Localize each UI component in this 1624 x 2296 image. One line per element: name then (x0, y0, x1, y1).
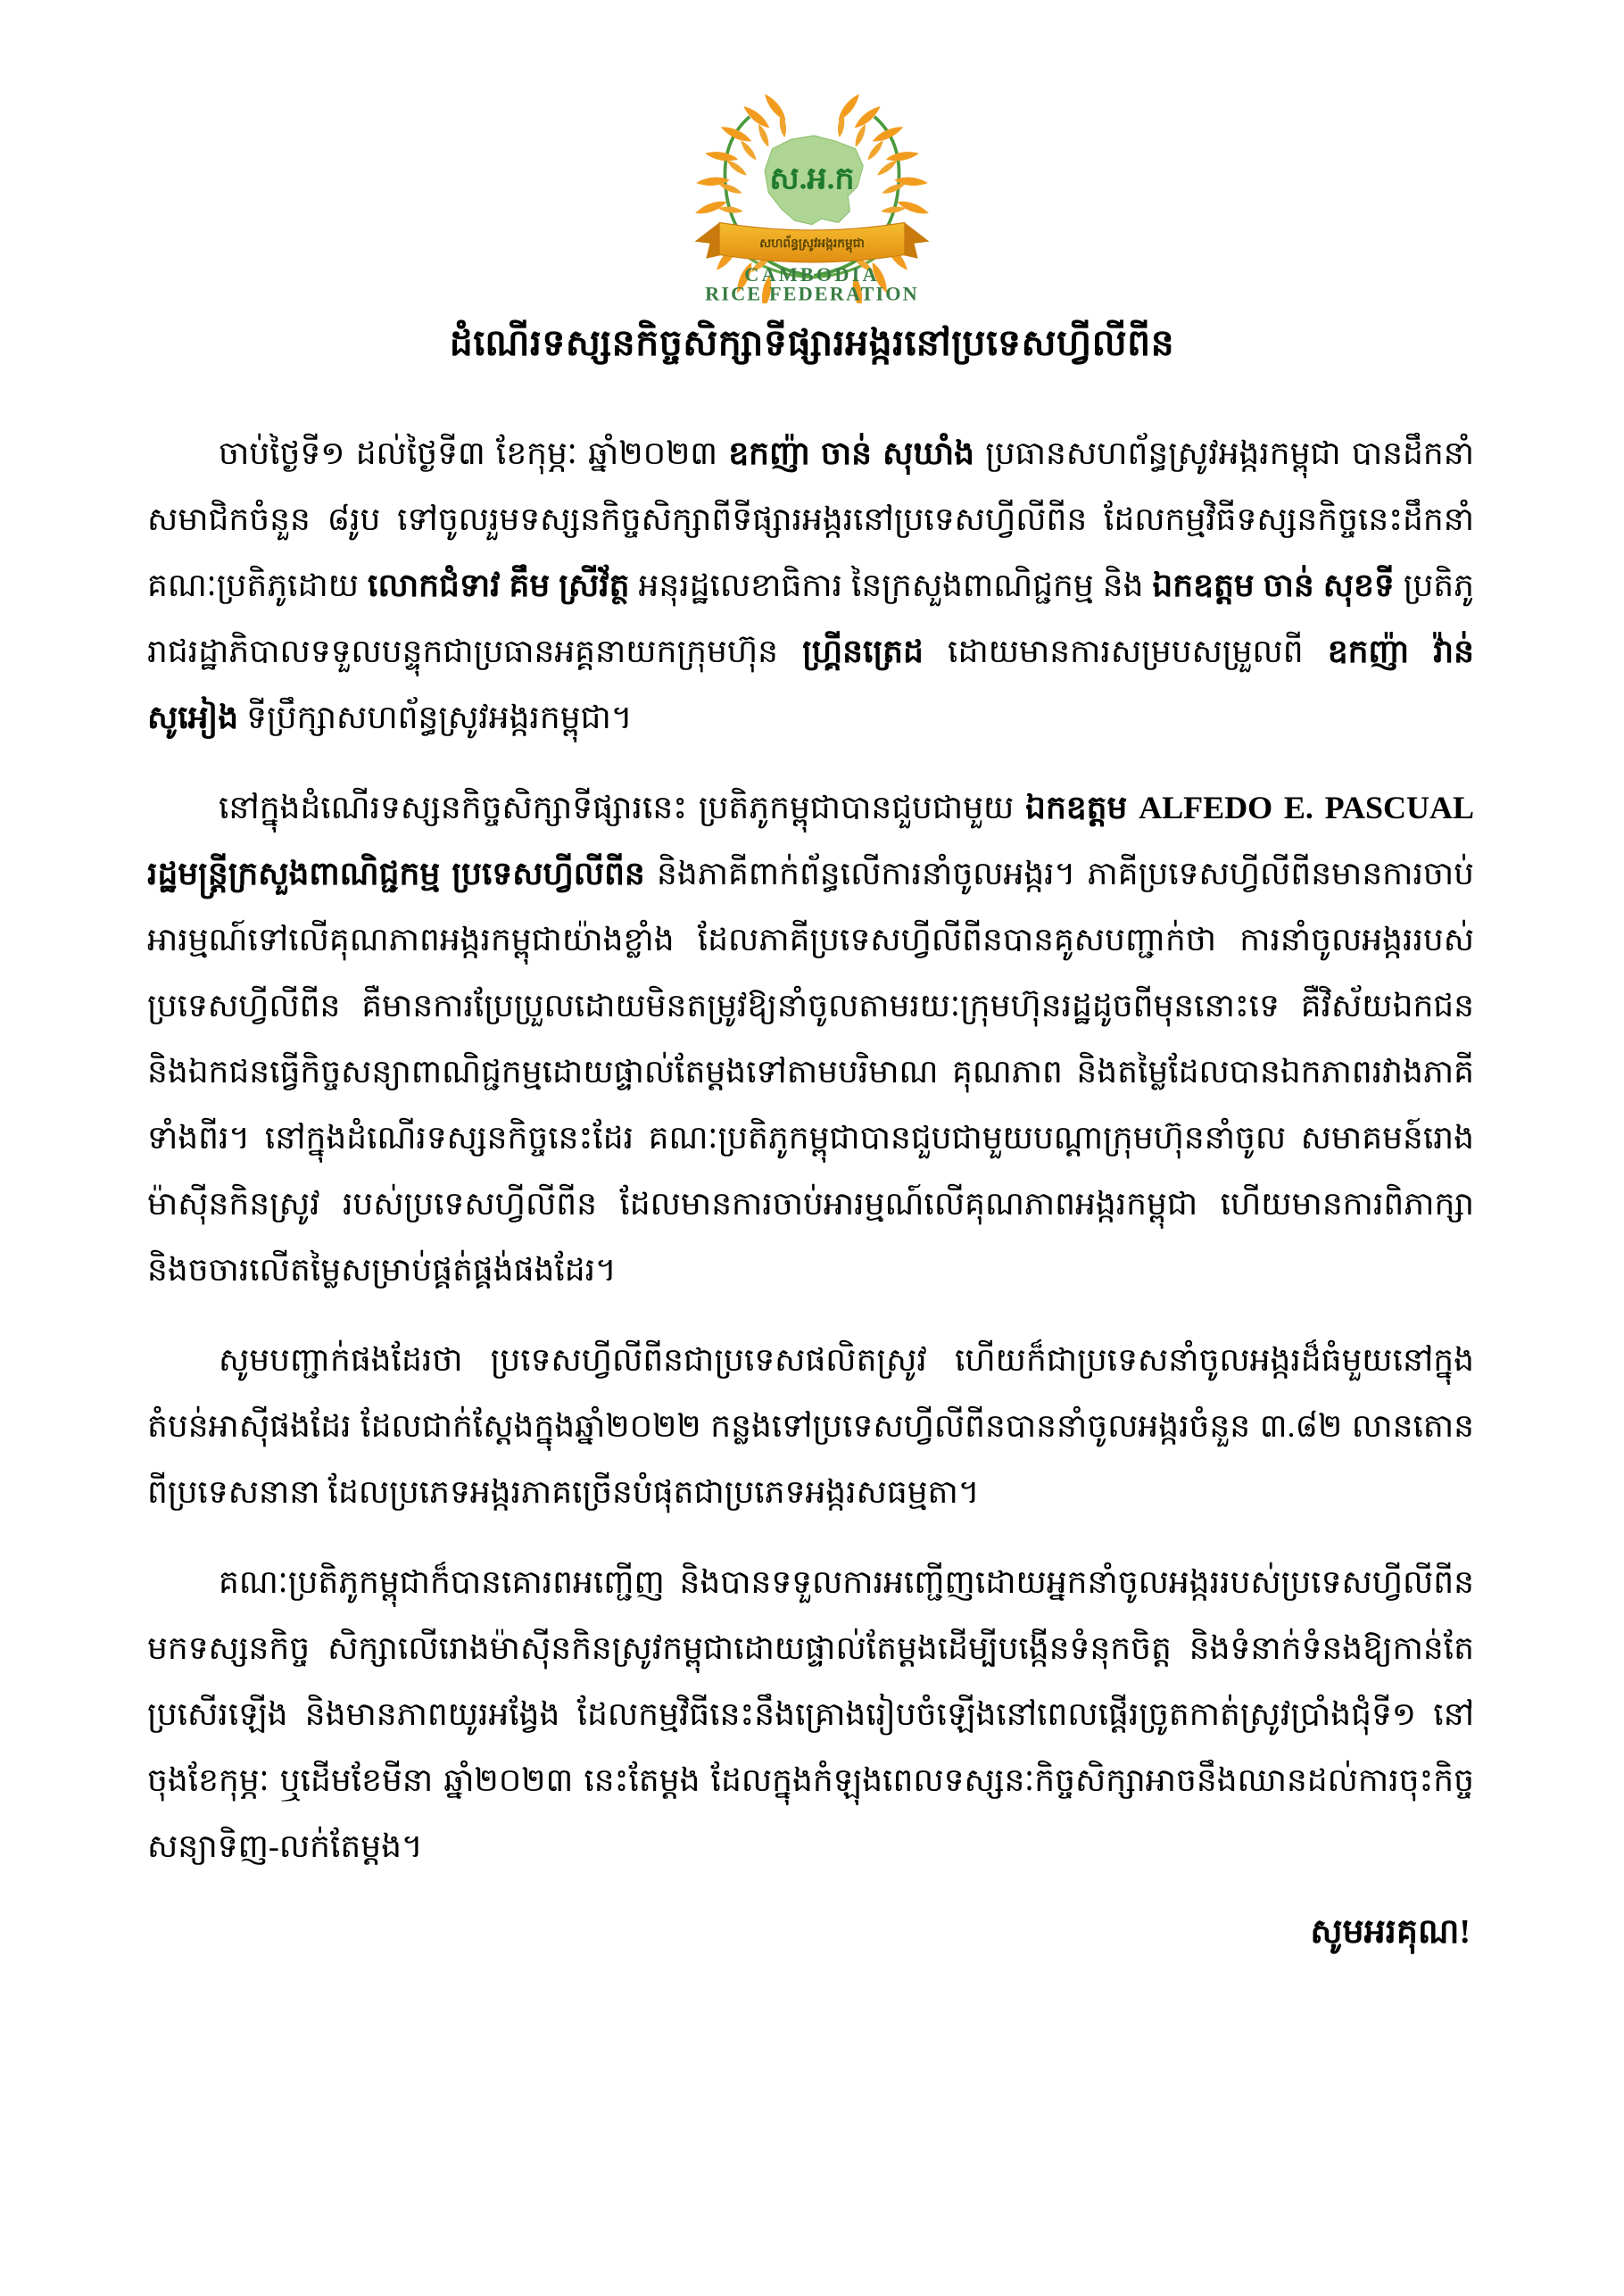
paragraph (147, 1549, 1474, 1879)
ribbon-banner (695, 222, 930, 262)
text-run: ដោយមានការសម្របសម្រួលពី (923, 634, 1328, 669)
text-run: អនុរដ្ឋលេខាធិការ នៃក្រសួងពាណិជ្ជកម្ម និង (629, 568, 1153, 603)
ribbon-khmer-text: សហព័ន្ធស្រូវអង្ករកម្ពុជា (759, 236, 865, 251)
logo (0, 0, 1624, 308)
paragraph (147, 775, 1474, 1303)
text-run: ចាប់ថ្ងៃទី១ ដល់ថ្ងៃទី៣ ខែកុម្ភៈ ឆ្នាំ២០២៣ (219, 435, 729, 471)
text-run: គណៈប្រតិភូកម្ពុជាក៏បានគោរពអញ្ជើញ និងបានទទួលការអញ្ជើញដោយអ្នកនាំចូលអង្កររបស់ប្រទេសហ្វីលីពីន មកទស្សនកិច្ច សិក្សាលើរោងម៉ាស៊ីនកិនស្រូវកម្ពុជាដោយផ្ទាល់តែម្តងដើម្បីបង្កើនទំនុកចិត្ត និងទំនាក់ទំនងឱ្យកាន់តែប្រសើរឡើង និងមានភាពយូរអង្វែង ដែលកម្មវិធីនេះនឹងគ្រោងរៀបចំឡើងនៅពេលផ្តើរច្រូតកាត់ស្រូវប្រាំងជុំទី១ នៅចុងខែកុម្ភៈ ឬដើមខែមីនា ឆ្នាំ២០២៣ នេះតែម្តង ដែលក្នុងកំឡុងពេលទស្សនៈកិច្ចសិក្សាអាចនឹងឈានដល់ការចុះកិច្ចសន្យាទិញ-លក់តែម្តង។ (147, 1564, 1474, 1864)
text-run: ប្រធានសហព័ន្ធស្រូវអង្ករកម្ពុជា បានដឹកនាំសមាជិកចំនួន ៨រូប ទៅចូលរួមទស្សនកិច្ចសិក្សាពីទីផ្សារអង្ករនៅប្រទេសហ្វីលីពីន ដែលកម្មវិធីទស្សនកិច្ចនេះដឹកនាំគណៈប្រតិភូដោយ (147, 435, 1474, 603)
bold-text-run: ឯកឧត្តម ចាន់ សុខទី (1152, 568, 1395, 603)
bold-text-run: ឧកញ៉ា ចាន់ សុឃាំង (728, 435, 975, 471)
text-run: ទីប្រឹក្សាសហព័ន្ធស្រូវអង្ករកម្ពុជា។ (238, 700, 633, 735)
cambodia-rice-federation-logo-icon (670, 80, 954, 303)
bold-text-run: ឧកញ៉ា វ៉ាន់ សូអៀង (147, 634, 1474, 735)
logo-acronym: ស.អ.ក (769, 161, 855, 196)
bold-text-run: ហ្គ្រីនត្រេដ (802, 634, 924, 669)
paragraphs (0, 420, 1624, 1879)
text-run: សូមបញ្ជាក់ផងដែរថា ប្រទេសហ្វីលីពីនជាប្រទេសផលិតស្រូវ ហើយក៏ជាប្រទេសនាំចូលអង្ករដ៏ធំមួយនៅក្នុងតំបន់អាស៊ីផងដែរ ដែលជាក់ស្តែងក្នុងឆ្នាំ២០២២ កន្លងទៅប្រទេសហ្វីលីពីនបាននាំចូលអង្ករចំនួន ៣.៨២ លានតោន ពីប្រទេសនានា ដែលប្រភេទអង្ករភាគច្រើនបំផុតជាប្រភេទអង្ករសធម្មតា។ (147, 1342, 1474, 1510)
paragraph (147, 1327, 1474, 1525)
text-run: នៅក្នុងដំណើរទស្សនកិច្ចសិក្សាទីផ្សារនេះ ប្រតិភូកម្ពុជាបានជួបជាមួយ (219, 790, 1026, 825)
org-name-line1: CAMBODIA (744, 263, 880, 286)
org-name-line2: RICE FEDERATION (705, 282, 919, 303)
bold-text-run: លោកជំទាវ គឹម ស្រីវ័ត្ថ (368, 568, 630, 603)
text-run: ប្រតិភូរាជរដ្ឋាភិបាលទទួលបន្ទុកជាប្រធានអគ្គនាយកក្រុមហ៊ុន (147, 568, 1475, 669)
bold-text-run: ឯកឧត្តម ALFEDO E. PASCUAL រដ្ឋមន្ត្រីក្រសួងពាណិជ្ជកម្ម ប្រទេសហ្វីលីពីន (147, 790, 1475, 891)
page-title: ដំណើរទស្សនកិច្ចសិក្សាទីផ្សារអង្ករនៅប្រទេសហ្វីលីពីន (449, 322, 1175, 363)
text-run: និងភាគីពាក់ព័ន្ធលើការនាំចូលអង្ករ។ ភាគីប្រទេសហ្វីលីពីនមានការចាប់អារម្មណ៍ទៅលើគុណភាពអង្ករកម្ពុជាយ៉ាងខ្លាំង ដែលភាគីប្រទេសហ្វីលីពីនបានគូសបញ្ជាក់ថា ការនាំចូលអង្កររបស់ប្រទេសហ្វីលីពីន គឺមានការប្រែប្រួលដោយមិនតម្រូវឱ្យនាំចូលតាមរយៈក្រុមហ៊ុនរដ្ឋដូចពីមុននោះទេ គឺវិស័យឯកជន និងឯកជនធ្វើកិច្ចសន្យាពាណិជ្ជកម្មដោយផ្ទាល់តែម្តងទៅតាមបរិមាណ គុណភាព និងតម្លៃដែលបានឯកភាពរវាងភាគីទាំងពីរ។ នៅក្នុងដំណើរទស្សនកិច្ចនេះដែរ គណៈប្រតិភូកម្ពុជាបានជួបជាមួយបណ្តាក្រុមហ៊ុននាំចូល សមាគមន៍រោងម៉ាស៊ីនកិនស្រូវ របស់ប្រទេសហ្វីលីពីន ដែលមានការចាប់អារម្មណ៍លើគុណភាពអង្ករកម្ពុជា ហើយមានការពិភាក្សានិងចចារលើតម្លៃសម្រាប់ផ្គត់ផ្គង់ផងដែរ។ (147, 856, 1474, 1288)
closing-thanks: សូមអរគុណ! (1310, 1913, 1471, 1951)
paragraph (147, 420, 1474, 750)
